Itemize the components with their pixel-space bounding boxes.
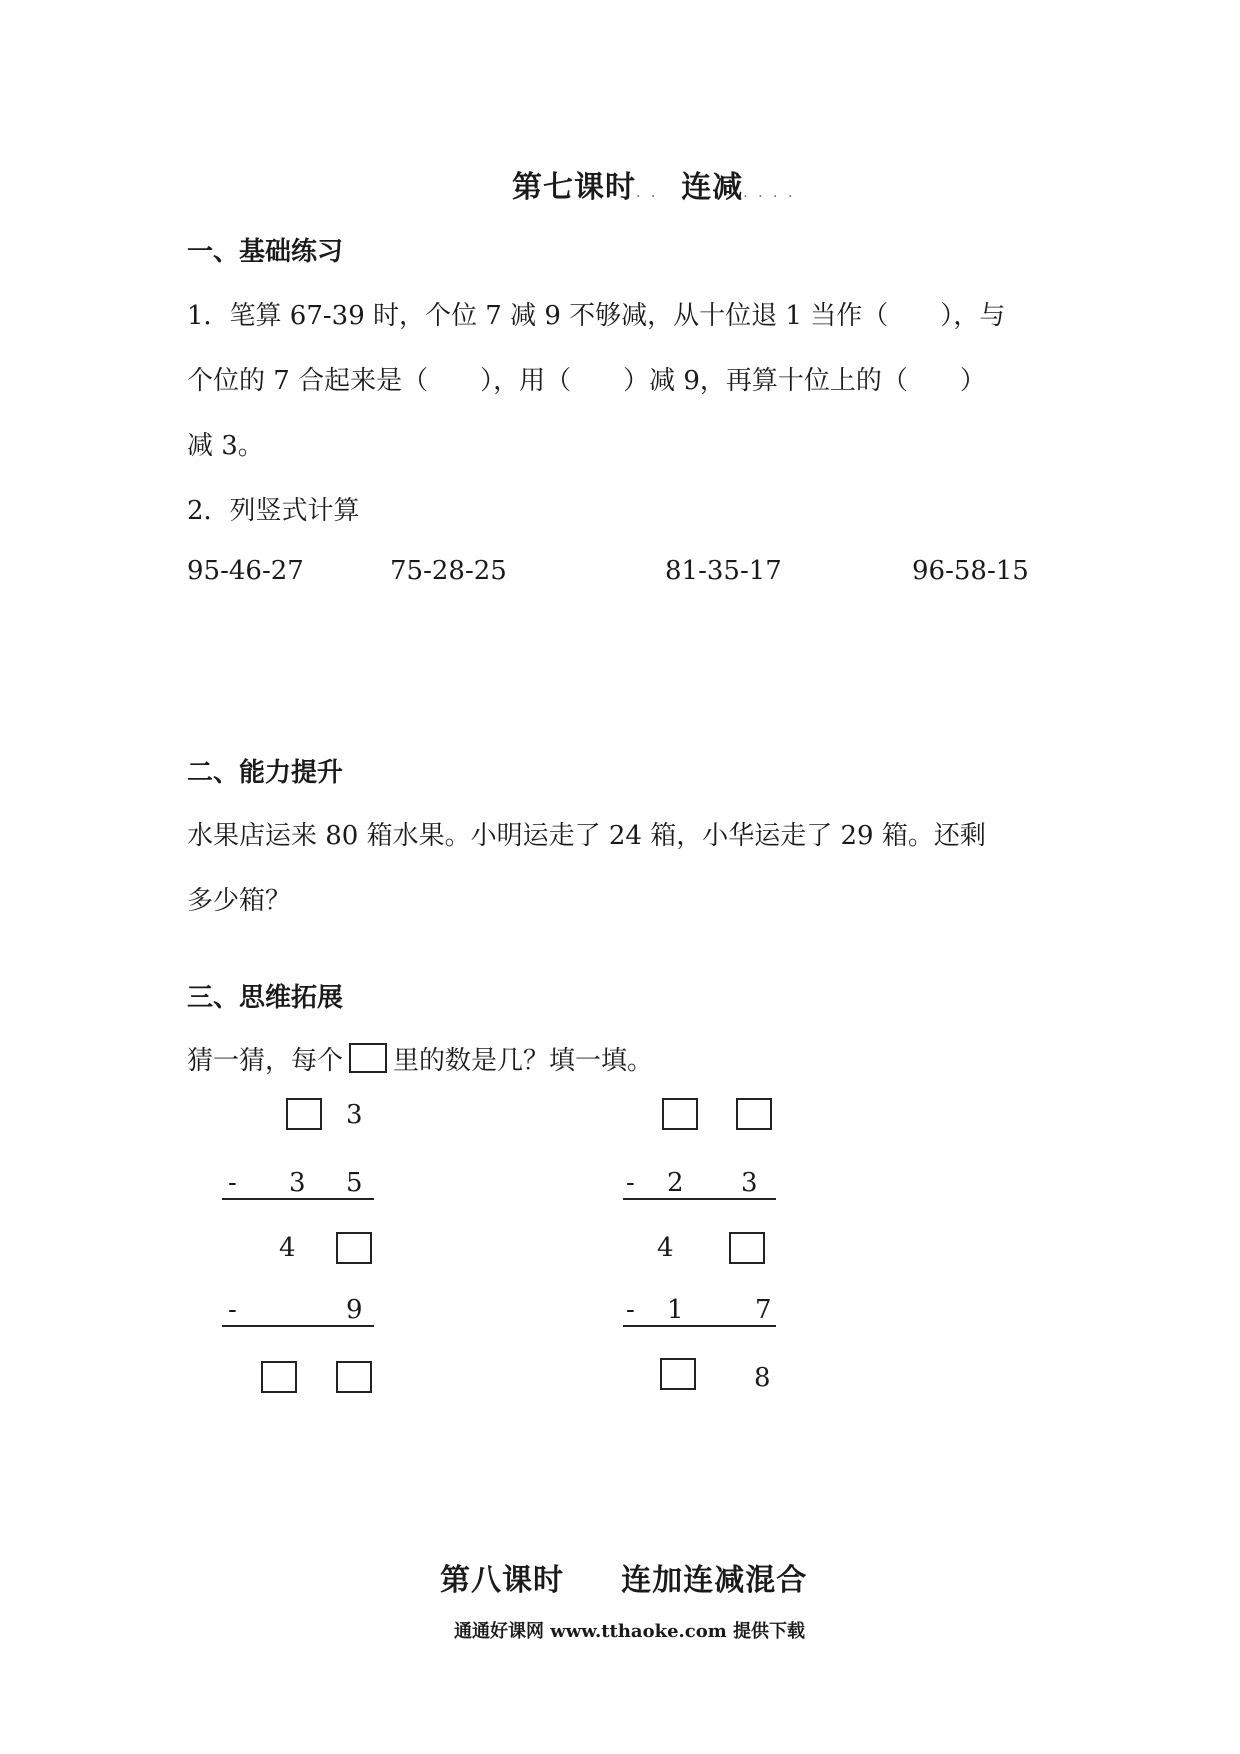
lesson8-title-text: 第八课时 xyxy=(440,1563,564,1598)
subtraction-line xyxy=(222,1198,374,1200)
q2-expression: 95-46-27 xyxy=(187,556,304,586)
problem-line2: 多少箱？ xyxy=(187,886,292,916)
digit: 9 xyxy=(346,1295,363,1325)
q1-line2: 个位的 7 合起来是（ ），用（ ）减 9，再算十位上的（ ） xyxy=(187,366,986,396)
problem-line1: 水果店运来 80 箱水果。小明运走了 24 箱，小华运走了 29 箱。还剩 xyxy=(187,821,986,851)
digit: 2 xyxy=(667,1168,684,1198)
answer-box[interactable] xyxy=(736,1098,772,1130)
subtraction-line xyxy=(623,1198,776,1200)
answer-box[interactable] xyxy=(286,1098,322,1130)
answer-box xyxy=(349,1043,387,1073)
section1-heading: 一、基础练习 xyxy=(187,237,344,267)
lesson7-title-text: 第七课时 xyxy=(512,170,636,205)
prompt-before: 猜一猜，每个 xyxy=(187,1046,344,1076)
q2-label: 2．列竖式计算 xyxy=(187,496,360,526)
digit: 4 xyxy=(657,1233,674,1263)
digit: 7 xyxy=(755,1295,772,1325)
title-separator-dots: . . xyxy=(636,185,659,201)
answer-box[interactable] xyxy=(660,1358,696,1390)
section2-heading: 二、能力提升 xyxy=(187,758,344,788)
footer-credit: 通通好课网 www.tthaoke.com 提供下载 xyxy=(454,1621,806,1642)
q2-expression: 96-58-15 xyxy=(912,556,1029,586)
q2-expression: 75-28-25 xyxy=(390,556,507,586)
digit: 5 xyxy=(346,1168,363,1198)
digit: 3 xyxy=(741,1168,758,1198)
digit: 8 xyxy=(754,1363,771,1393)
subtraction-line xyxy=(222,1325,374,1327)
section3-heading: 三、思维拓展 xyxy=(187,983,344,1013)
q1-line1: 1．笔算 67-39 时，个位 7 减 9 不够减，从十位退 1 当作（ ），与 xyxy=(187,301,1006,331)
minus-sign: - xyxy=(228,1295,237,1325)
answer-box[interactable] xyxy=(336,1232,372,1264)
answer-box[interactable] xyxy=(662,1098,698,1130)
digit: 3 xyxy=(289,1168,306,1198)
prompt-after: 里的数是几？填一填。 xyxy=(393,1046,654,1076)
subtitle-dots: . . . . xyxy=(743,185,796,201)
answer-box[interactable] xyxy=(261,1361,297,1393)
answer-box[interactable] xyxy=(729,1232,765,1264)
digit: 4 xyxy=(279,1233,296,1263)
minus-sign: - xyxy=(228,1168,237,1198)
digit: 3 xyxy=(346,1100,363,1130)
minus-sign: - xyxy=(626,1168,635,1198)
minus-sign: - xyxy=(626,1295,635,1325)
answer-box[interactable] xyxy=(336,1361,372,1393)
lesson7-title xyxy=(512,162,795,206)
digit: 1 xyxy=(667,1295,684,1325)
lesson8-subtitle: 连加连减混合 xyxy=(621,1563,808,1598)
q2-expression: 81-35-17 xyxy=(665,556,782,586)
subtraction-line xyxy=(623,1325,776,1327)
section3-prompt xyxy=(187,1040,653,1077)
lesson7-subtitle: 连减 xyxy=(681,170,744,205)
lesson8-title xyxy=(440,1555,807,1599)
q1-line3: 减 3。 xyxy=(187,431,264,461)
